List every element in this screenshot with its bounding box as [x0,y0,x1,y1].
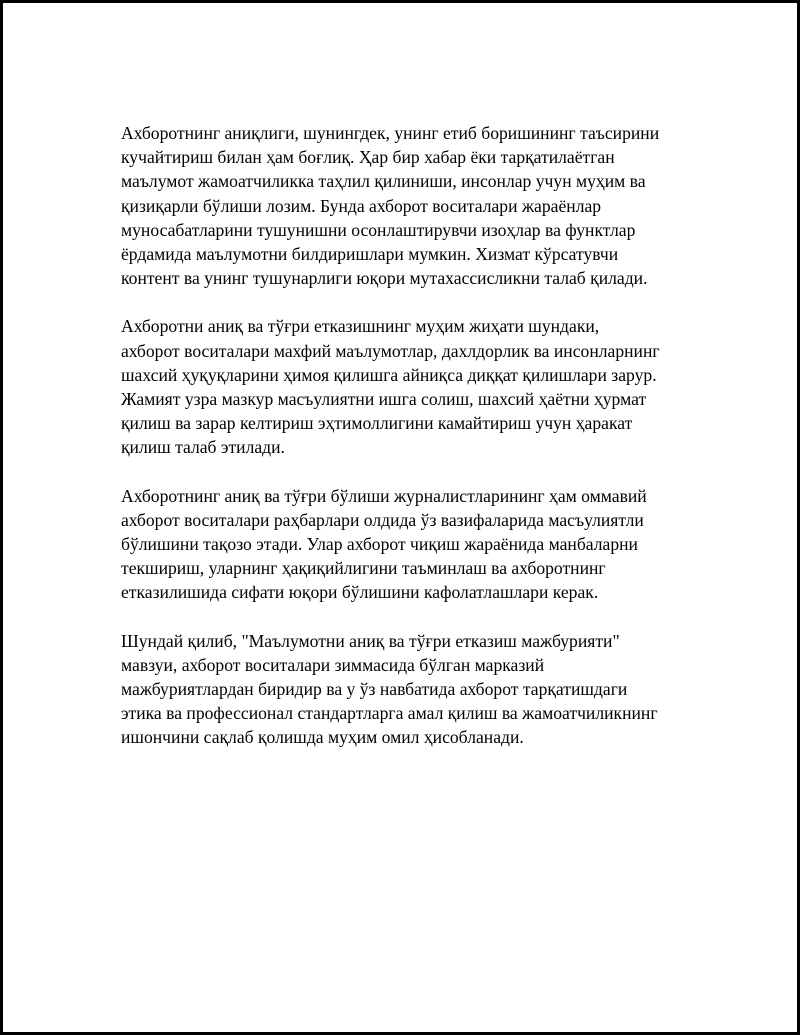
text-line: бўлишини тақозо этади. Улар ахборот чиқиш жараёнида манбаларни [121,534,638,555]
paragraph-4 [121,629,696,750]
text-line: Жамият узра мазкур масъулиятни ишга солиш, шахсий ҳаётни ҳурмат [121,389,647,410]
text-line: Ахборотнинг аниқ ва тўғри бўлиши журналистларининг ҳам оммавий [121,485,647,506]
text-line: қизиқарли бўлиши лозим. Бунда ахборот воситалари жараёнлар [121,195,602,216]
text-line: Шундай қилиб, "Маълумотни аниқ ва тўғри етказиш мажбурияти" [121,630,620,651]
text-line: кучайтириш билан ҳам боғлиқ. Ҳар бир хабар ёки тарқатилаётган [121,147,615,168]
text-line: муносабатларини тушунишни осонлаштирувчи изоҳлар ва функтлар [121,219,636,240]
document-body [121,121,696,774]
text-line: ахборот воситалари махфий маълумотлар, дахлдорлик ва инсонларнинг [121,340,660,361]
text-line: ахборот воситалари раҳбарлари олдида ўз вазифаларида масъулиятли [121,509,644,530]
text-line: Ахборотнинг аниқлиги, шунингдек, унинг етиб боришининг таъсирини [121,123,660,143]
text-line: қилиш талаб этилади. [121,437,285,458]
text-line: Ахборотни аниқ ва тўғри етказишнинг муҳим жиҳати шундаки, [121,316,600,337]
paragraph-2 [121,314,696,459]
text-line: маълумот жамоатчиликка таҳлил қилиниши, инсонлар учун муҳим ва [121,171,646,192]
paragraph-1 [121,121,696,290]
text-line: қилиш ва зарар келтириш эҳтимоллигини камайтириш учун ҳаракат [121,413,633,434]
text-line: етказилишида сифати юқори бўлишини кафолатлашлари керак. [121,582,599,603]
text-line: ёрдамида маълумотни билдиришлари мумкин. Хизмат кўрсатувчи [121,244,619,265]
text-line: мавзуи, ахборот воситалари зиммасида бўлган марказий [121,654,545,675]
text-line: этика ва профессионал стандартларга амал қилиш ва жамоатчиликнинг [121,703,658,724]
text-line: ишончини сақлаб қолишда муҳим омил ҳисобланади. [121,727,524,748]
text-line: текшириш, уларнинг ҳақиқийлигини таъминлаш ва ахборотнинг [121,558,606,579]
text-line: контент ва унинг тушунарлиги юқори мутахассисликни талаб қилади. [121,268,648,289]
text-line: мажбуриятлардан биридир ва у ўз навбатида ахборот тарқатишдаги [121,679,628,700]
paragraph-3 [121,484,696,605]
text-line: шахсий ҳуқуқларини ҳимоя қилишга айниқса диққат қилишлари зарур. [121,364,657,385]
